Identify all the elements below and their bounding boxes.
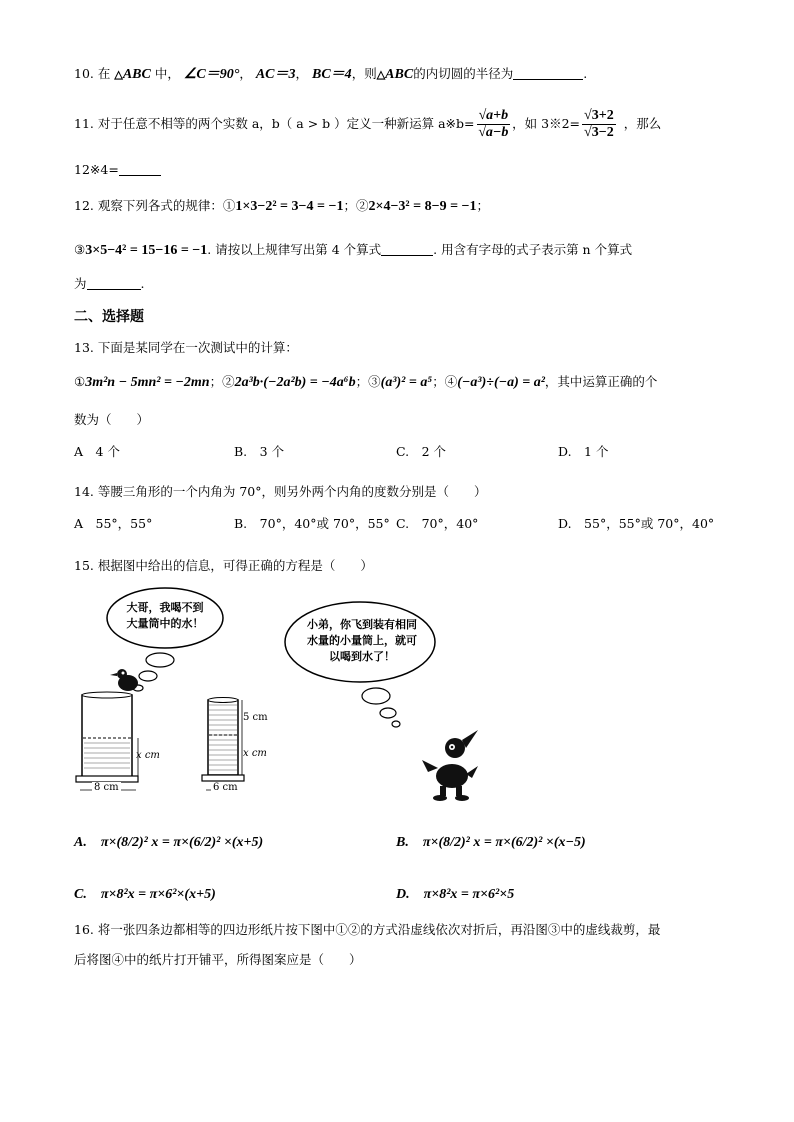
option-c[interactable]: C. π×8²x = π×6²×(x+5) [74, 887, 216, 902]
question-number: 10. [74, 66, 94, 81]
question-16: 16. 将一张四条边都相等的四边形纸片按下图中①②的方式沿虚线依次对折后，再沿图③中的虚线裁剪，最 [74, 922, 661, 937]
answer-blank[interactable] [513, 65, 583, 80]
small-cylinder [202, 698, 244, 791]
fraction-a-b: $\frac{√a+b}{√a-b}$ [478, 108, 509, 140]
question-13-line3: 数为（ ） [74, 412, 150, 427]
question-11-line2: 12※4= [74, 160, 161, 180]
option-b[interactable]: B. π×(8/2)² x = π×(6/2)² ×(x−5) [396, 835, 586, 850]
label-small-width: 6 cm [213, 782, 238, 793]
question-13: 13. 下面是某同学在一次测试中的计算： [74, 340, 298, 355]
question-13-line2: ①3m²n − 5mn² = −2mn；②2a³b·(−2a²b) = −4a⁶b；③(a³)² = a⁵；④(−a³)÷(−a) = a²，其中运算正确的个 [74, 374, 658, 390]
option-d[interactable]: D. 1 个 [558, 444, 609, 459]
option-a[interactable]: A 4 个 [74, 444, 120, 459]
question-12-line2: ③3×5−4² = 15−16 = −1. 请按以上规律写出第 4 个算式 . 用含有字母的式子表示第 n 个算式 [74, 242, 633, 258]
answer-blank[interactable] [381, 241, 433, 256]
answer-blank[interactable] [87, 275, 141, 290]
bubble-small-crow: 大哥，我喝不到 大量筒中的水！ [126, 601, 204, 630]
question-14: 14. 等腰三角形的一个内角为 70°，则另外两个内角的度数分别是（ ） [74, 484, 487, 499]
option-b[interactable]: B. 3 个 [234, 444, 285, 459]
question-15: 15. 根据图中给出的信息，可得正确的方程是（ ） [74, 558, 373, 573]
question-10: 10. 在 △ABC 中， ∠C＝90°， AC＝3， BC＝4，则△ABC的内切圆的半径为 . [74, 66, 588, 82]
section-title: 二、选择题 [74, 309, 144, 325]
label-x-small: x cm [243, 748, 267, 759]
option-d[interactable]: D. π×8²x = π×6²×5 [396, 887, 515, 902]
label-x-big: x cm [136, 750, 160, 761]
option-c[interactable]: C. 2 个 [396, 444, 447, 459]
option-a[interactable]: A 55°，55° [74, 516, 153, 531]
question-12: 12. 观察下列各式的规律：①1×3−2² = 3−4 = −1；②2×4−3² = 8−9 = −1； [74, 198, 490, 214]
question-16-line2: 后将图④中的纸片打开铺平，所得图案应是（ ） [74, 952, 362, 967]
crow-icon [110, 669, 138, 691]
bubble-big-crow: 小弟，你飞到装有相同 水量的小量筒上，就可 以喝到水了！ [307, 618, 417, 663]
fraction-3-2: $\frac{√3+2}{√3-2}$ [584, 108, 614, 140]
label-five: 5 cm [243, 712, 268, 723]
triangle-symbol: △ [376, 69, 386, 81]
question-12-line3: 为 . [74, 276, 145, 291]
triangle-symbol: △ [114, 69, 123, 81]
crow-icon [422, 730, 478, 801]
answer-blank[interactable] [119, 161, 161, 176]
question-11: 11. 对于任意不相等的两个实数 a，b（ a > b ）定义一种新运算 a※b= $\frac{√a+b}{√a-b}$ ，如 3※2= $\frac{√3+2}{√3-2}$ ，那么 [74, 108, 662, 140]
option-b[interactable]: B. 70°，40°或 70°，55° [234, 516, 390, 531]
label-big-width: 8 cm [94, 782, 119, 793]
option-c[interactable]: C. 70°，40° [396, 516, 479, 531]
big-cylinder [76, 692, 138, 790]
option-d[interactable]: D. 55°，55°或 70°，40° [558, 516, 715, 531]
option-a[interactable]: A. π×(8/2)² x = π×(6/2)² ×(x+5) [74, 835, 264, 850]
